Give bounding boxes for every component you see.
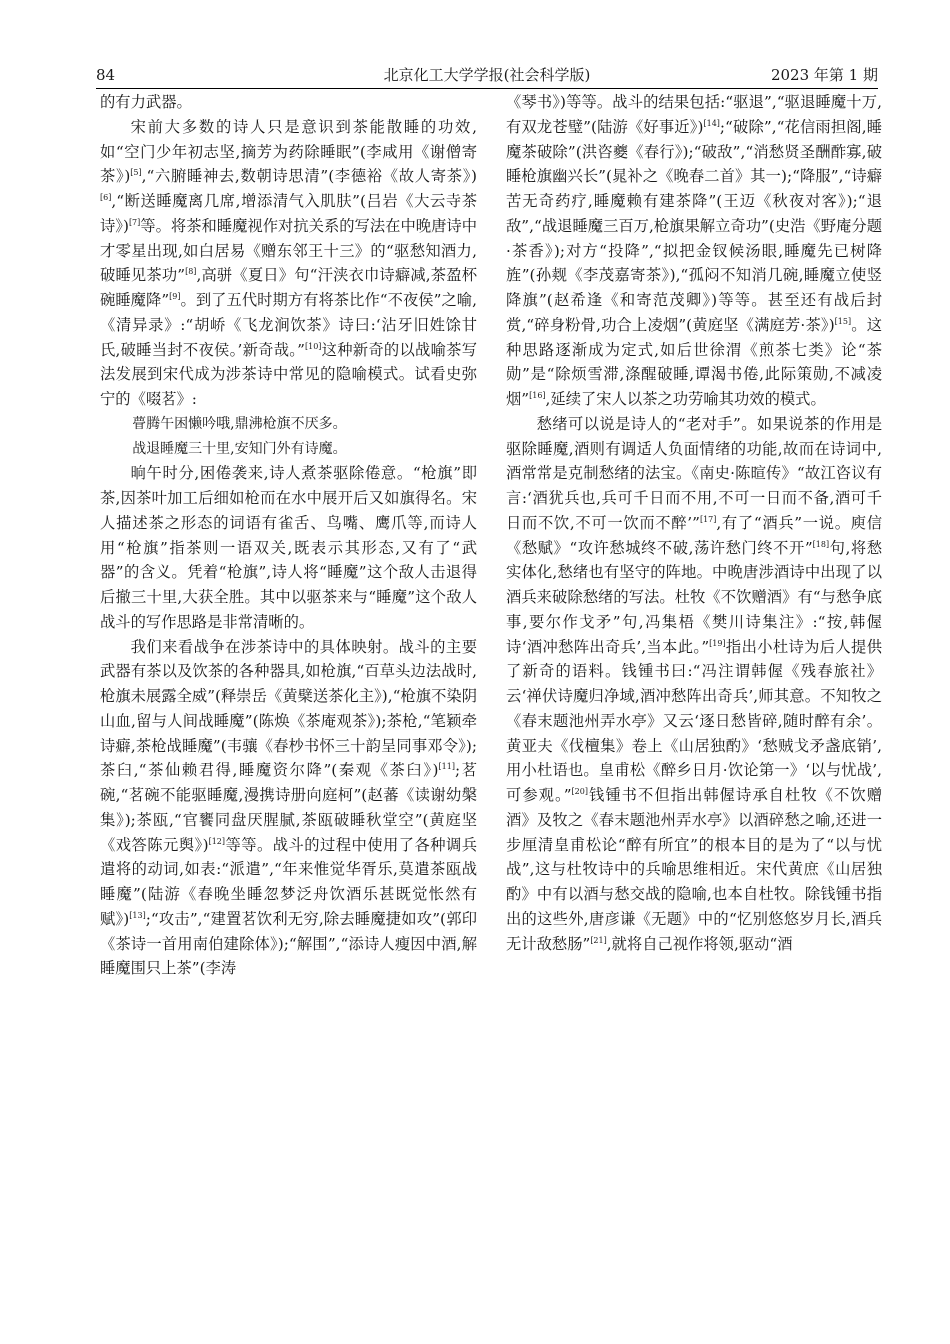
text-run: 等等。战斗的过程中使用了各种调兵遣将的动词,如表:“派遣”,“年来惟觉华胥乐,莫遣茶瓯战睡魔”(陆游《春晚坐睡忽梦泛舟饮酒乐甚既觉怅然有赋》) — [100, 835, 477, 928]
text-run: ,延续了宋人以茶之功劳喻其功效的模式。 — [545, 390, 826, 408]
text-run: 愁绪可以说是诗人的“老对手”。如果说茶的作用是驱除睡魔,酒则有调适人负面情绪的功能,故而在诗词中,酒常常是克制愁绪的法宝。《南史·陈暄传》“故江咨议有言:‘酒犹兵也,兵可千日而不用,不可一日而不备,酒可千日而不饮,不可一饮而不醉’” — [506, 414, 882, 532]
text-run: ,有了“酒兵”一说。庾信《愁赋》“攻许愁城终不破,荡许愁门终不开” — [506, 513, 883, 557]
text-run: ;“破除”,“花信雨担阁,睡魔茶破除”(洪咨夔《春行》);“破敌”,“消愁贤圣酬酢寡,破睡枪旗幽兴长”(晁补之《晚春二首》其一);“降服”,“诗癖苦无奇药疗,睡魔赖有建茶降”(王迈《秋夜对客》);“退敌”,“战退睡魔三百万,枪旗果解立奇功”(史浩《野庵分题·茶香》);对方“投降”,“拟把金钗候汤眼,睡魔先已树降旌”(孙觌《李茂嘉寄茶》),“孤闷不知消几碗,睡魔立使竖降旗”(赵希逢《和寄范茂卿》)等等。甚至还有战后封赏,“碎身粉骨,功合上凌烟”(黄庭坚《满庭芳·茶》) — [506, 117, 883, 334]
paragraph-war-mapping — [100, 635, 477, 982]
page-number: 84 — [96, 66, 116, 84]
text-run: 钱锺书不但指出韩偓诗承自杜牧《不饮赠酒》及牧之《春末题池州弄水亭》以酒碎愁之喻,还进一步厘清皇甫松论“醉有所宜”的根本目的是为了“以与忧战”,这与杜牧诗中的兵喻思维相近。宋代黄庶《山居独酌》中有以酒与愁交战的隐喻,也本自杜牧。除钱锺书指出的这些外,唐彦谦《无题》中的“忆别悠悠岁月长,酒兵无计敌愁肠” — [506, 786, 882, 953]
text-run: 《琴书》)等等。战斗的结果包括:“驱退”,“驱退睡魔十万,有双龙苍璧”(陆游《好事近》) — [506, 93, 882, 136]
text-run: 。这种思路逐渐成为定式,如后世徐渭《煎茶七类》论“茶勋”是“除烦雪滞,涤醒破睡,谭渴书倦,此际策勋,不减凌烟” — [506, 315, 882, 408]
journal-title: 北京化工大学学报(社会科学版) — [383, 66, 591, 84]
paragraph-continuation: 的有力武器。 — [100, 93, 192, 111]
citation-18: [18] — [812, 539, 830, 549]
citation-7: [7] — [128, 217, 141, 227]
citation-6: [6] — [100, 192, 112, 202]
text-run: 指出小杜诗为后人提供了新奇的语料。钱锺书曰:“冯注谓韩偓《残春旅社》云‘禅伏诗魔归净域,酒冲愁阵出奇兵’,师其意。不知牧之《春末题池州弄水亭》又云‘逐日愁皆碎,随时醉有余’。黄亚夫《伐檀集》卷上《山居独酌》‘愁贼戈矛盏底销’,用小杜语也。皇甫松《醉乡日月·饮论第一》‘以与忧战’,可参观。” — [506, 637, 882, 804]
citation-19: [19] — [709, 638, 726, 648]
text-run: ,高骈《夏日》句“汗浃衣巾诗癖减,茶盈杯碗睡魔降” — [100, 266, 477, 309]
paragraph-poem-analysis: 晌午时分,困倦袭来,诗人煮茶驱除倦意。“枪旗”即茶,因茶叶加工后细如枪而在水中展开后又如旗得名。宋人描述茶之形态的词语有雀舌、鸟嘴、鹰爪等,而诗人用“枪旗”指茶则一语双关,既表示其形态,又有了“武器”的含义。凭着“枪旗”,诗人将“睡魔”这个敌人击退得后撤三十里,大获全胜。其中以驱茶来与“睡魔”这个敌人战斗的写作思路是非常清晰的。 — [100, 464, 477, 631]
citation-8: [8] — [185, 267, 197, 277]
poem-line-1: 瞢腾午困懒吟哦,鼎沸枪旗不厌多。 — [132, 415, 347, 432]
citation-11: [11] — [438, 762, 455, 772]
citation-13: [13] — [129, 910, 146, 920]
citation-16: [16] — [529, 390, 546, 400]
text-run: 我们来看战争在涉茶诗中的具体映射。战斗的主要武器有茶以及饮茶的各种器具,如枪旗,“百草头边法战时,枪旗未展露全威”(释崇岳《黄檗送茶化主》),“枪旗不染阴山血,留与人间战睡魔”(陈焕《茶庵观茶》);茶枪,“笔颖牵诗癖,茶枪战睡魔”(韦骧《春杪书怀三十韵呈同事邓令》);茶臼,“茶仙赖君得,睡魔资尔降”(秦观《茶臼》) — [100, 637, 477, 780]
text-run: ;“攻击”,“建置茗饮利无穷,除去睡魔捷如攻”(郭印《茶诗一首用南伯建除体》);“解围”,“添诗人瘦因中酒,解睡魔围只上茶”(李涛 — [100, 909, 477, 978]
poem-line-2: 战退睡魔三十里,安知门外有诗魔。 — [132, 440, 347, 457]
text-run: ;茗碗,“茗碗不能驱睡魔,漫携诗册向庭柯”(赵蕃《读谢幼槃集》);茶瓯,“官饔同盘厌腥腻,茶瓯破睡秋堂空”(黄庭坚《戏答陈元舆》) — [100, 761, 478, 854]
text-run: 等。将茶和睡魔视作对抗关系的写法在中晚唐诗中才零星出现,如白居易《赠东邻王十三》的“驱愁知酒力,破睡见茶功” — [100, 216, 477, 285]
citation-21: [21] — [590, 935, 607, 945]
left-column — [100, 90, 477, 981]
paragraph-song-poets — [100, 115, 477, 412]
text-run: 宋前大多数的诗人只是意识到茶能散睡的功效,如“空门少年初志坚,摘芳为药除睡眠”(李咸用《谢僧寄茶》) — [100, 117, 477, 186]
paragraph-wine-sorrow — [506, 412, 882, 957]
citation-15: [15] — [834, 316, 852, 326]
text-run: 句,将愁实体化,愁绪也有坚守的阵地。中晚唐涉酒诗中出现了以酒兵来破除愁绪的写法。杜牧《不饮赠酒》有“与愁争底事,要尔作戈矛”句,冯集梧《樊川诗集注》:“按,韩偓诗‘酒冲愁阵出奇兵’,当本此。” — [506, 538, 882, 656]
header-rule — [96, 88, 878, 89]
citation-20: [20] — [571, 786, 588, 796]
text-run: 。到了五代时期方有将茶比作“不夜侯”之喻,《清异录》:“胡峤《飞龙涧饮茶》诗曰:‘沾牙旧姓馀甘氏,破睡当封不夜侯。’新奇哉。” — [100, 291, 477, 359]
citation-9: [9] — [169, 291, 181, 301]
citation-10: [10] — [305, 341, 322, 351]
citation-12: [12] — [208, 836, 225, 846]
citation-14: [14] — [703, 118, 720, 128]
text-run: ,就将自己视作将领,驱动“酒 — [606, 934, 793, 953]
paragraph-continuation — [506, 90, 882, 412]
citation-5: [5] — [130, 168, 142, 178]
text-run: ,“断送睡魔离几席,增添清气入肌肤”(吕岩《大云寺茶诗》) — [100, 192, 477, 235]
right-column — [506, 90, 882, 956]
citation-17: [17] — [699, 514, 717, 524]
text-run: 这种新奇的以战喻茶写法发展到宋代成为涉茶诗中常见的隐喻模式。试看史弥宁的《啜茗》: — [100, 340, 477, 408]
running-header — [96, 64, 878, 86]
issue-label: 2023 年第 1 期 — [770, 66, 878, 84]
text-run: ,“六腑睡神去,数朝诗思清”(李德裕《故人寄茶》) — [141, 167, 478, 186]
